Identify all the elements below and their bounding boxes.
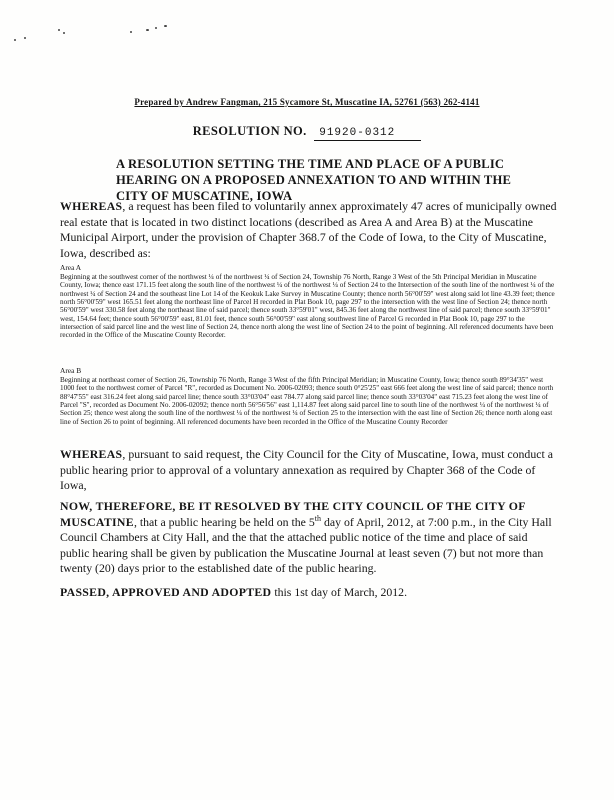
prepared-by-text: Prepared by Andrew Fangman, 215 Sycamore St, Muscatine IA, 52761 (563) 262-4141 bbox=[134, 97, 480, 107]
resolved-lead: NOW, THEREFORE, BE IT RESOLVED BY THE CITY COUNCIL OF THE CITY OF MUSCATINE bbox=[60, 499, 526, 529]
resolved-clause bbox=[60, 499, 558, 577]
resolved-text-1: , that a public hearing be held on the 5 bbox=[133, 514, 315, 529]
area-a-legal-description: Beginning at the southwest corner of the northwest ¼ of the northwest ¼ of Section 24, Township 76 North, Range 3 West of the 5th Principal Meridian in Muscatine County, Iowa; thence east 171.15 feet along the south line of the northwest ¼ of the northwest ¼ of Section 24 to the Intersection of the south line of the northwest ¼ of the northwest ¼ of Section 24 and the southeast line Lot 14 of the Keokuk Lake Survey in Muscatine County; thence north 56°00'59" west along said lot line 43.39 feet; thence north 56°00'59" west 165.51 feet along the northeast line of Parcel H recorded in Plat Book 10, page 297 to the intersection with the west line of Section 24; thence north 56°00'59" west 330.58 feet along the northeast line of said parcel; thence south 33°59'01" west, 845.36 feet along the northwest line of said parcel; thence south 33°59'01" west, 154.64 feet; thence south 56°00'59" east, 81.01 feet, thence south 56°00'59" east along southwest line of Parcel G recorded in Plat Book 10, page 297 to the intersection of said parcel line and the west line of Section 24, thence north along the west line of Section 24 to the point of beginning. All referenced documents have been recorded in the Office of the Muscatine County Recorder. bbox=[60, 273, 555, 340]
whereas2-lead: WHEREAS bbox=[60, 447, 123, 461]
passed-lead: PASSED, APPROVED AND ADOPTED bbox=[60, 585, 272, 599]
area-a-label: Area A bbox=[60, 263, 82, 272]
prepared-by-line bbox=[0, 97, 614, 107]
area-b-legal-description: Beginning at northeast corner of Section 26, Township 76 North, Range 3 West of the fifth Principal Meridian; in Muscatine County, Iowa; thence south 89°34'35" west 1000 feet to the northwest corner of Parcel "R", recorded as Document No. 2006-02093; thence south 0°25'25" east 666 feet along the west line of said parcel; thence north 88°47'55" east 316.24 feet along said parcel line; thence south 33°03'04" east 784.77 along said parcel line; thence south 33°03'04" east 715.23 feet along the west line of Parcel "S", recorded as Document No. 2006-02092; thence north 56°56'56" east 1,114.87 feet along said parcel line to south line of the northwest ¼ of the northwest ¼ of Section 25; thence west along the south line of the northwest ¼ of the northwest ¼ of Section 25 to the intersection with the east line of Section 26; thence north along east line of Section 26 to point of beginning. All referenced documents have been recorded in the Office of the Muscatine County Recorder bbox=[60, 376, 554, 426]
ordinal-superscript: th bbox=[314, 513, 322, 523]
resolution-label: RESOLUTION NO. bbox=[192, 124, 307, 138]
area-b-label: Area B bbox=[60, 366, 82, 375]
whereas-clause-1 bbox=[60, 199, 558, 261]
whereas-clause-2 bbox=[60, 447, 558, 494]
whereas1-text: , a request has been filed to voluntarily annex approximately 47 acres of municipally owned real estate that is located in two distinct locations (described as Area A and Area B) at the Muscatine Municipal Airport, under the provision of Chapter 368.7 of the Code of Iowa, to the City of Muscatine, Iowa, described as: bbox=[60, 199, 557, 260]
passed-adopted-line bbox=[60, 585, 558, 601]
resolution-number: 91920-0312 bbox=[314, 127, 421, 141]
whereas1-lead: WHEREAS bbox=[60, 199, 123, 213]
resolved-text-2: day of April, 2012, at 7:00 p.m., in the City Hall Council Chambers at City Hall, and the that the attached public notice of the time and place of said public hearing shall be given by publication the Muscatine Journal at least seven (7) but not more than twenty (20) days prior to the established date of the public hearing. bbox=[60, 514, 552, 576]
resolution-number-line bbox=[0, 124, 614, 141]
resolution-title: A RESOLUTION SETTING THE TIME AND PLACE OF A PUBLIC HEARING ON A PROPOSED ANNEXATION TO AND WITHIN THE CITY OF MUSCATINE, IOWA bbox=[116, 157, 512, 204]
whereas2-text: , pursuant to said request, the City Council for the City of Muscatine, Iowa, must conduct a public hearing prior to approval of a voluntary annexation as required by Chapter 368 of the Code of Iowa, bbox=[60, 447, 553, 493]
passed-text: this 1st day of March, 2012. bbox=[271, 585, 408, 599]
